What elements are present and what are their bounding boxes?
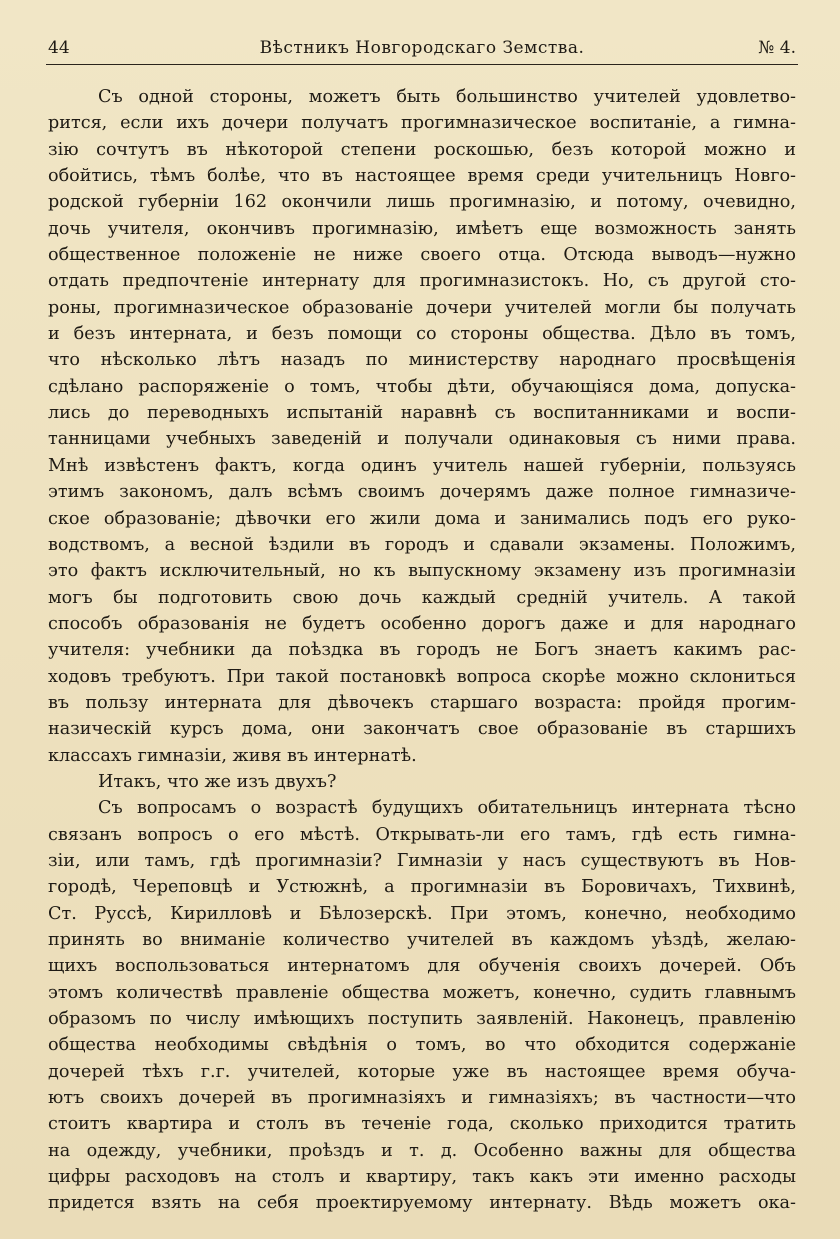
text-line: отдать предпочтеніе интернату для прогимназистокъ. Но, съ другой сто- [48, 271, 796, 292]
text-line: рится, если ихъ дочери получатъ прогимназическое воспитаніе, а гимна- [48, 113, 796, 134]
text-line: сдѣлано распоряженіе о томъ, чтобы дѣти, обучающіяся дома, допуска- [48, 376, 796, 397]
text-line: принять во вниманіе количество учителей въ каждомъ уѣздѣ, желаю- [48, 930, 796, 950]
text-line: этомъ количествѣ правленіе общества можетъ, конечно, судить главнымъ [48, 982, 796, 1003]
text-line: ское образованіе; дѣвочки его жили дома и занимались подъ его руко- [48, 508, 796, 529]
text-line: лись до переводныхъ испытаній наравнѣ съ воспитанниками и воспи- [48, 403, 796, 424]
text-line: Итакъ, что же изъ двухъ? [98, 771, 337, 792]
text-line: щихъ воспользоваться интернатомъ для обученія своихъ дочерей. Объ [48, 956, 796, 977]
text-line: могъ бы подготовить свою дочь каждый средній учитель. А такой [48, 587, 796, 608]
text-line: зіи, или тамъ, гдѣ прогимназіи? Гимназіи у насъ существуютъ въ Нов- [48, 850, 796, 871]
text-line: водствомъ, а весной ѣздили въ городъ и сдавали экзамены. Положимъ, [48, 534, 796, 555]
text-line: обойтись, тѣмъ болѣе, что въ настоящее время среди учительницъ Новго- [48, 166, 796, 187]
text-line: танницами учебныхъ заведеній и получали одинаковыя съ ними права. [48, 429, 796, 450]
page-number: 44 [48, 38, 70, 58]
text-line: и безъ интерната, и безъ помощи со стороны общества. Дѣло въ томъ, [48, 324, 796, 345]
text-line: учителя: учебники да поѣздка въ городъ не Богъ знаетъ какимъ рас- [48, 640, 796, 661]
text-line: способъ образованія не будетъ особенно дорогъ даже и для народнаго [48, 613, 796, 634]
body-text [48, 84, 796, 1217]
text-line: Мнѣ извѣстенъ фактъ, когда одинъ учитель нашей губерніи, пользуясь [48, 455, 796, 476]
text-line: что нѣсколько лѣтъ назадъ по министерству народнаго просвѣщенія [48, 350, 796, 371]
text-line: дочерей тѣхъ г.г. учителей, которые уже въ настоящее время обуча- [48, 1061, 796, 1082]
running-header [46, 34, 798, 65]
text-line: общественное положеніе не ниже своего отца. Отсюда выводъ—нужно [48, 245, 796, 266]
text-line: зію сочтутъ въ нѣкоторой степени роскошью, безъ которой можно и [48, 139, 796, 160]
text-line: ютъ своихъ дочерей въ прогимназіяхъ и гимназіяхъ; въ частности—что [48, 1088, 796, 1109]
text-line: роны, прогимназическое образованіе дочери учителей могли бы получать [48, 297, 796, 318]
text-line: это фактъ исключительный, но къ выпускному экзамену изъ прогимназіи [48, 561, 796, 582]
journal-title: Вѣстникъ Новгородскаго Земства. [259, 38, 585, 58]
text-line: классахъ гимназіи, живя въ интернатѣ. [48, 745, 417, 766]
text-line: связанъ вопросъ о его мѣстѣ. Открывать-ли его тамъ, гдѣ есть гимна- [48, 824, 796, 845]
text-line: на одежду, учебники, проѣздъ и т. д. Особенно важны для общества [48, 1140, 796, 1161]
text-line: родской губерніи 162 окончили лишь прогимназію, и потому, очевидно, [48, 192, 796, 213]
text-line: Ст. Руссѣ, Кирилловѣ и Бѣлозерскѣ. При этомъ, конечно, необходимо [48, 903, 796, 924]
text-line: этимъ закономъ, далъ всѣмъ своимъ дочерямъ даже полное гимназиче- [48, 482, 796, 503]
text-line: стоитъ квартира и столъ въ теченіе года, сколько приходится тратить [48, 1114, 796, 1135]
text-line: общества необходимы свѣдѣнія о томъ, во что обходится содержаніе [48, 1035, 796, 1056]
text-line: образомъ по числу имѣющихъ поступить заявленій. Наконецъ, правленію [48, 1009, 796, 1030]
text-line: городѣ, Череповцѣ и Устюжнѣ, а прогимназіи въ Боровичахъ, Тихвинѣ, [48, 877, 796, 898]
issue-number: № 4. [758, 38, 796, 58]
text-line: Съ вопросамъ о возрастѣ будущихъ обитательницъ интерната тѣсно [98, 798, 796, 819]
text-line: дочь учителя, окончивъ прогимназію, имѣетъ еще возможность занять [48, 218, 796, 239]
text-line: ходовъ требуютъ. При такой постановкѣ вопроса скорѣе можно склониться [48, 666, 796, 687]
text-line: Съ одной стороны, можетъ быть большинство учителей удовлетво- [98, 87, 796, 107]
text-line: въ пользу интерната для дѣвочекъ старшаго возраста: пройдя прогим- [48, 692, 796, 713]
text-line: назическій курсъ дома, они закончатъ свое образованіе въ старшихъ [48, 719, 796, 740]
text-line: придется взять на себя проектируемому интернату. Вѣдь можетъ ока- [48, 1193, 796, 1214]
text-line: цифры расходовъ на столъ и квартиру, такъ какъ эти именно расходы [48, 1167, 796, 1188]
